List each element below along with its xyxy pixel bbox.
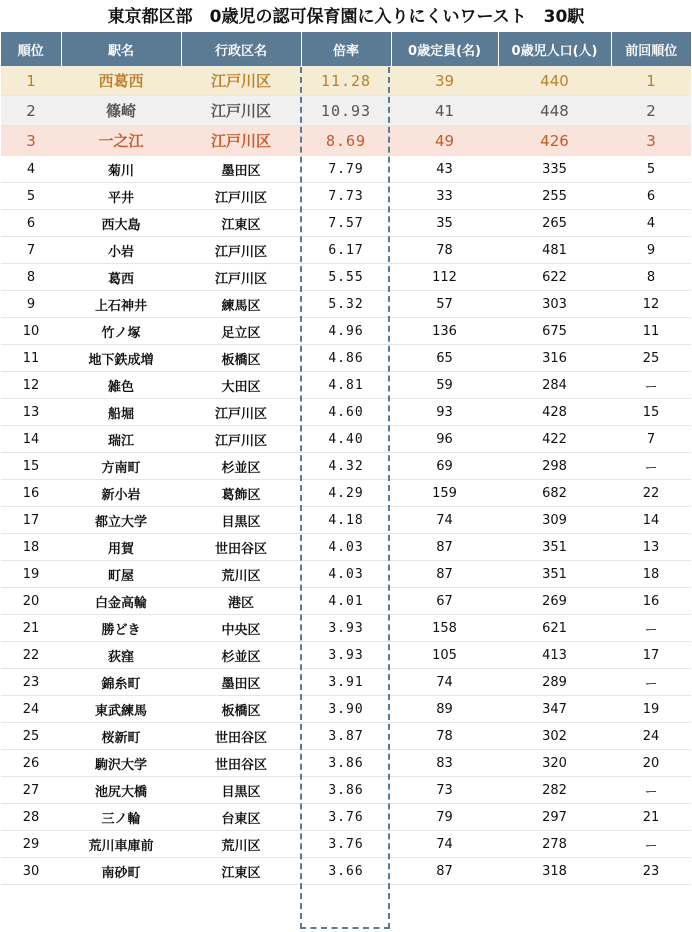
ratio-cell: 4.86 bbox=[301, 345, 391, 372]
ward-cell: 江戸川区 bbox=[181, 426, 301, 453]
population-cell: 298 bbox=[498, 453, 611, 480]
table-row bbox=[1, 318, 691, 345]
ward-cell: 荒川区 bbox=[181, 561, 301, 588]
population-cell: 309 bbox=[498, 507, 611, 534]
rank-cell: 13 bbox=[1, 399, 61, 426]
ward-cell: 江東区 bbox=[181, 858, 301, 885]
ratio-cell: 4.40 bbox=[301, 426, 391, 453]
ratio-cell: 4.96 bbox=[301, 318, 391, 345]
previous-rank-cell: 2 bbox=[611, 96, 691, 126]
table-row bbox=[1, 126, 691, 156]
ward-cell: 江戸川区 bbox=[181, 237, 301, 264]
ward-cell: 中央区 bbox=[181, 615, 301, 642]
previous-rank-cell: 19 bbox=[611, 696, 691, 723]
rank-cell: 10 bbox=[1, 318, 61, 345]
table-row bbox=[1, 237, 691, 264]
rank-cell: 18 bbox=[1, 534, 61, 561]
station-cell: 竹ノ塚 bbox=[61, 318, 181, 345]
previous-rank-cell: 11 bbox=[611, 318, 691, 345]
previous-rank-cell: ー bbox=[611, 831, 691, 858]
ward-cell: 杉並区 bbox=[181, 453, 301, 480]
capacity-cell: 49 bbox=[391, 126, 498, 156]
previous-rank-cell: 12 bbox=[611, 291, 691, 318]
capacity-cell: 73 bbox=[391, 777, 498, 804]
station-cell: 都立大学 bbox=[61, 507, 181, 534]
ratio-cell: 10.93 bbox=[301, 96, 391, 126]
ward-cell: 足立区 bbox=[181, 318, 301, 345]
table-row bbox=[1, 804, 691, 831]
rank-cell: 19 bbox=[1, 561, 61, 588]
table-row bbox=[1, 615, 691, 642]
station-cell: 用賀 bbox=[61, 534, 181, 561]
ratio-cell: 5.55 bbox=[301, 264, 391, 291]
previous-rank-cell: 14 bbox=[611, 507, 691, 534]
ratio-cell: 3.66 bbox=[301, 858, 391, 885]
capacity-cell: 158 bbox=[391, 615, 498, 642]
population-cell: 289 bbox=[498, 669, 611, 696]
ward-cell: 江戸川区 bbox=[181, 264, 301, 291]
ratio-cell: 3.76 bbox=[301, 831, 391, 858]
previous-rank-cell: 6 bbox=[611, 183, 691, 210]
population-cell: 440 bbox=[498, 66, 611, 96]
ratio-cell: 8.69 bbox=[301, 126, 391, 156]
population-cell: 682 bbox=[498, 480, 611, 507]
ratio-cell: 6.17 bbox=[301, 237, 391, 264]
capacity-cell: 78 bbox=[391, 723, 498, 750]
station-cell: 西葛西 bbox=[61, 66, 181, 96]
table-row bbox=[1, 156, 691, 183]
population-cell: 422 bbox=[498, 426, 611, 453]
capacity-cell: 87 bbox=[391, 858, 498, 885]
capacity-cell: 43 bbox=[391, 156, 498, 183]
table-row bbox=[1, 588, 691, 615]
ratio-cell: 3.90 bbox=[301, 696, 391, 723]
capacity-cell: 74 bbox=[391, 669, 498, 696]
ward-cell: 世田谷区 bbox=[181, 534, 301, 561]
previous-rank-cell: ー bbox=[611, 372, 691, 399]
table-row bbox=[1, 507, 691, 534]
ward-cell: 目黒区 bbox=[181, 507, 301, 534]
population-cell: 302 bbox=[498, 723, 611, 750]
ratio-cell: 4.81 bbox=[301, 372, 391, 399]
station-cell: 篠崎 bbox=[61, 96, 181, 126]
population-cell: 255 bbox=[498, 183, 611, 210]
previous-rank-cell: ー bbox=[611, 453, 691, 480]
rank-cell: 21 bbox=[1, 615, 61, 642]
rank-cell: 12 bbox=[1, 372, 61, 399]
table-row bbox=[1, 399, 691, 426]
ratio-cell: 3.86 bbox=[301, 750, 391, 777]
population-cell: 320 bbox=[498, 750, 611, 777]
station-cell: 方南町 bbox=[61, 453, 181, 480]
ward-cell: 江戸川区 bbox=[181, 183, 301, 210]
ratio-cell: 4.60 bbox=[301, 399, 391, 426]
station-cell: 町屋 bbox=[61, 561, 181, 588]
rank-cell: 9 bbox=[1, 291, 61, 318]
previous-rank-cell: 7 bbox=[611, 426, 691, 453]
ward-cell: 板橋区 bbox=[181, 696, 301, 723]
table-row bbox=[1, 453, 691, 480]
ratio-cell: 4.03 bbox=[301, 534, 391, 561]
station-cell: 白金高輪 bbox=[61, 588, 181, 615]
station-cell: 南砂町 bbox=[61, 858, 181, 885]
ratio-cell: 4.29 bbox=[301, 480, 391, 507]
previous-rank-cell: 8 bbox=[611, 264, 691, 291]
rank-cell: 7 bbox=[1, 237, 61, 264]
table-row bbox=[1, 96, 691, 126]
rank-cell: 17 bbox=[1, 507, 61, 534]
rank-cell: 16 bbox=[1, 480, 61, 507]
station-cell: 上石神井 bbox=[61, 291, 181, 318]
population-cell: 318 bbox=[498, 858, 611, 885]
ward-cell: 葛飾区 bbox=[181, 480, 301, 507]
rank-cell: 22 bbox=[1, 642, 61, 669]
ratio-cell: 5.32 bbox=[301, 291, 391, 318]
capacity-cell: 112 bbox=[391, 264, 498, 291]
population-cell: 448 bbox=[498, 96, 611, 126]
population-cell: 316 bbox=[498, 345, 611, 372]
ratio-cell: 3.91 bbox=[301, 669, 391, 696]
capacity-cell: 105 bbox=[391, 642, 498, 669]
population-cell: 428 bbox=[498, 399, 611, 426]
population-cell: 297 bbox=[498, 804, 611, 831]
table-row bbox=[1, 210, 691, 237]
previous-rank-cell: 21 bbox=[611, 804, 691, 831]
population-cell: 675 bbox=[498, 318, 611, 345]
header-population: 0歳児人口(人) bbox=[498, 32, 611, 66]
table-row bbox=[1, 426, 691, 453]
table-row bbox=[1, 372, 691, 399]
rank-cell: 6 bbox=[1, 210, 61, 237]
ratio-cell: 3.93 bbox=[301, 615, 391, 642]
previous-rank-cell: ー bbox=[611, 615, 691, 642]
rank-cell: 1 bbox=[1, 66, 61, 96]
table-row bbox=[1, 345, 691, 372]
station-cell: 船堀 bbox=[61, 399, 181, 426]
capacity-cell: 87 bbox=[391, 561, 498, 588]
table-row bbox=[1, 291, 691, 318]
table-row bbox=[1, 480, 691, 507]
table-row bbox=[1, 642, 691, 669]
previous-rank-cell: 25 bbox=[611, 345, 691, 372]
station-cell: 東武練馬 bbox=[61, 696, 181, 723]
ward-cell: 江東区 bbox=[181, 210, 301, 237]
population-cell: 413 bbox=[498, 642, 611, 669]
capacity-cell: 67 bbox=[391, 588, 498, 615]
station-cell: 勝どき bbox=[61, 615, 181, 642]
ratio-cell: 4.32 bbox=[301, 453, 391, 480]
rank-cell: 24 bbox=[1, 696, 61, 723]
population-cell: 303 bbox=[498, 291, 611, 318]
station-cell: 雑色 bbox=[61, 372, 181, 399]
previous-rank-cell: 5 bbox=[611, 156, 691, 183]
capacity-cell: 89 bbox=[391, 696, 498, 723]
header-ratio: 倍率 bbox=[301, 32, 391, 66]
ward-cell: 港区 bbox=[181, 588, 301, 615]
station-cell: 小岩 bbox=[61, 237, 181, 264]
ratio-cell: 3.76 bbox=[301, 804, 391, 831]
capacity-cell: 39 bbox=[391, 66, 498, 96]
ward-cell: 江戸川区 bbox=[181, 66, 301, 96]
station-cell: 荻窪 bbox=[61, 642, 181, 669]
previous-rank-cell: 15 bbox=[611, 399, 691, 426]
rank-cell: 14 bbox=[1, 426, 61, 453]
population-cell: 265 bbox=[498, 210, 611, 237]
table-row bbox=[1, 750, 691, 777]
rank-cell: 15 bbox=[1, 453, 61, 480]
capacity-cell: 136 bbox=[391, 318, 498, 345]
ratio-cell: 7.73 bbox=[301, 183, 391, 210]
rank-cell: 28 bbox=[1, 804, 61, 831]
ward-cell: 大田区 bbox=[181, 372, 301, 399]
station-cell: 荒川車庫前 bbox=[61, 831, 181, 858]
ward-cell: 杉並区 bbox=[181, 642, 301, 669]
capacity-cell: 35 bbox=[391, 210, 498, 237]
ratio-cell: 4.18 bbox=[301, 507, 391, 534]
rank-cell: 26 bbox=[1, 750, 61, 777]
population-cell: 282 bbox=[498, 777, 611, 804]
rank-cell: 30 bbox=[1, 858, 61, 885]
population-cell: 351 bbox=[498, 534, 611, 561]
ward-cell: 世田谷区 bbox=[181, 750, 301, 777]
previous-rank-cell: 18 bbox=[611, 561, 691, 588]
rank-cell: 8 bbox=[1, 264, 61, 291]
rank-cell: 25 bbox=[1, 723, 61, 750]
ratio-cell: 4.01 bbox=[301, 588, 391, 615]
rank-cell: 3 bbox=[1, 126, 61, 156]
table-row bbox=[1, 66, 691, 96]
previous-rank-cell: ー bbox=[611, 669, 691, 696]
table-row bbox=[1, 696, 691, 723]
capacity-cell: 57 bbox=[391, 291, 498, 318]
capacity-cell: 33 bbox=[391, 183, 498, 210]
rank-cell: 2 bbox=[1, 96, 61, 126]
ratio-cell: 3.87 bbox=[301, 723, 391, 750]
rank-cell: 4 bbox=[1, 156, 61, 183]
population-cell: 335 bbox=[498, 156, 611, 183]
station-cell: 地下鉄成増 bbox=[61, 345, 181, 372]
population-cell: 347 bbox=[498, 696, 611, 723]
table-row bbox=[1, 534, 691, 561]
capacity-cell: 74 bbox=[391, 507, 498, 534]
table-row bbox=[1, 669, 691, 696]
table-row bbox=[1, 561, 691, 588]
station-cell: 西大島 bbox=[61, 210, 181, 237]
ward-cell: 荒川区 bbox=[181, 831, 301, 858]
previous-rank-cell: 22 bbox=[611, 480, 691, 507]
ward-cell: 板橋区 bbox=[181, 345, 301, 372]
ward-cell: 江戸川区 bbox=[181, 399, 301, 426]
previous-rank-cell: 13 bbox=[611, 534, 691, 561]
capacity-cell: 74 bbox=[391, 831, 498, 858]
population-cell: 351 bbox=[498, 561, 611, 588]
header-capacity: 0歳定員(名) bbox=[391, 32, 498, 66]
capacity-cell: 65 bbox=[391, 345, 498, 372]
ward-cell: 世田谷区 bbox=[181, 723, 301, 750]
table-row bbox=[1, 723, 691, 750]
ward-cell: 江戸川区 bbox=[181, 126, 301, 156]
ratio-cell: 11.28 bbox=[301, 66, 391, 96]
rank-cell: 11 bbox=[1, 345, 61, 372]
population-cell: 621 bbox=[498, 615, 611, 642]
rank-cell: 5 bbox=[1, 183, 61, 210]
header-rank: 順位 bbox=[1, 32, 61, 66]
ward-cell: 練馬区 bbox=[181, 291, 301, 318]
rank-cell: 23 bbox=[1, 669, 61, 696]
station-cell: 新小岩 bbox=[61, 480, 181, 507]
population-cell: 481 bbox=[498, 237, 611, 264]
station-cell: 三ノ輪 bbox=[61, 804, 181, 831]
capacity-cell: 78 bbox=[391, 237, 498, 264]
ward-cell: 墨田区 bbox=[181, 669, 301, 696]
ratio-cell: 3.86 bbox=[301, 777, 391, 804]
station-cell: 池尻大橋 bbox=[61, 777, 181, 804]
capacity-cell: 83 bbox=[391, 750, 498, 777]
capacity-cell: 59 bbox=[391, 372, 498, 399]
ward-cell: 江戸川区 bbox=[181, 96, 301, 126]
header-previous-rank: 前回順位 bbox=[611, 32, 691, 66]
rank-cell: 27 bbox=[1, 777, 61, 804]
rank-cell: 29 bbox=[1, 831, 61, 858]
population-cell: 269 bbox=[498, 588, 611, 615]
table-row bbox=[1, 831, 691, 858]
ward-cell: 墨田区 bbox=[181, 156, 301, 183]
station-cell: 錦糸町 bbox=[61, 669, 181, 696]
population-cell: 426 bbox=[498, 126, 611, 156]
table-row bbox=[1, 777, 691, 804]
capacity-cell: 69 bbox=[391, 453, 498, 480]
rank-cell: 20 bbox=[1, 588, 61, 615]
capacity-cell: 41 bbox=[391, 96, 498, 126]
previous-rank-cell: 1 bbox=[611, 66, 691, 96]
capacity-cell: 87 bbox=[391, 534, 498, 561]
station-cell: 一之江 bbox=[61, 126, 181, 156]
station-cell: 葛西 bbox=[61, 264, 181, 291]
header-station: 駅名 bbox=[61, 32, 181, 66]
capacity-cell: 159 bbox=[391, 480, 498, 507]
previous-rank-cell: 9 bbox=[611, 237, 691, 264]
station-cell: 瑞江 bbox=[61, 426, 181, 453]
capacity-cell: 79 bbox=[391, 804, 498, 831]
ratio-cell: 7.79 bbox=[301, 156, 391, 183]
previous-rank-cell: 16 bbox=[611, 588, 691, 615]
population-cell: 278 bbox=[498, 831, 611, 858]
table-row bbox=[1, 183, 691, 210]
ranking-table bbox=[1, 32, 691, 885]
ratio-cell: 3.93 bbox=[301, 642, 391, 669]
previous-rank-cell: ー bbox=[611, 777, 691, 804]
previous-rank-cell: 4 bbox=[611, 210, 691, 237]
header-ward: 行政区名 bbox=[181, 32, 301, 66]
station-cell: 桜新町 bbox=[61, 723, 181, 750]
population-cell: 622 bbox=[498, 264, 611, 291]
table-row bbox=[1, 264, 691, 291]
previous-rank-cell: 3 bbox=[611, 126, 691, 156]
previous-rank-cell: 24 bbox=[611, 723, 691, 750]
ratio-cell: 4.03 bbox=[301, 561, 391, 588]
previous-rank-cell: 23 bbox=[611, 858, 691, 885]
page-title: 東京都区部 0歳児の認可保育園に入りにくいワースト 30駅 bbox=[107, 7, 585, 27]
station-cell: 菊川 bbox=[61, 156, 181, 183]
previous-rank-cell: 20 bbox=[611, 750, 691, 777]
population-cell: 284 bbox=[498, 372, 611, 399]
table-row bbox=[1, 858, 691, 885]
previous-rank-cell: 17 bbox=[611, 642, 691, 669]
ratio-cell: 7.57 bbox=[301, 210, 391, 237]
table-header-row bbox=[1, 32, 691, 66]
ward-cell: 台東区 bbox=[181, 804, 301, 831]
station-cell: 駒沢大学 bbox=[61, 750, 181, 777]
station-cell: 平井 bbox=[61, 183, 181, 210]
capacity-cell: 96 bbox=[391, 426, 498, 453]
capacity-cell: 93 bbox=[391, 399, 498, 426]
ward-cell: 目黒区 bbox=[181, 777, 301, 804]
